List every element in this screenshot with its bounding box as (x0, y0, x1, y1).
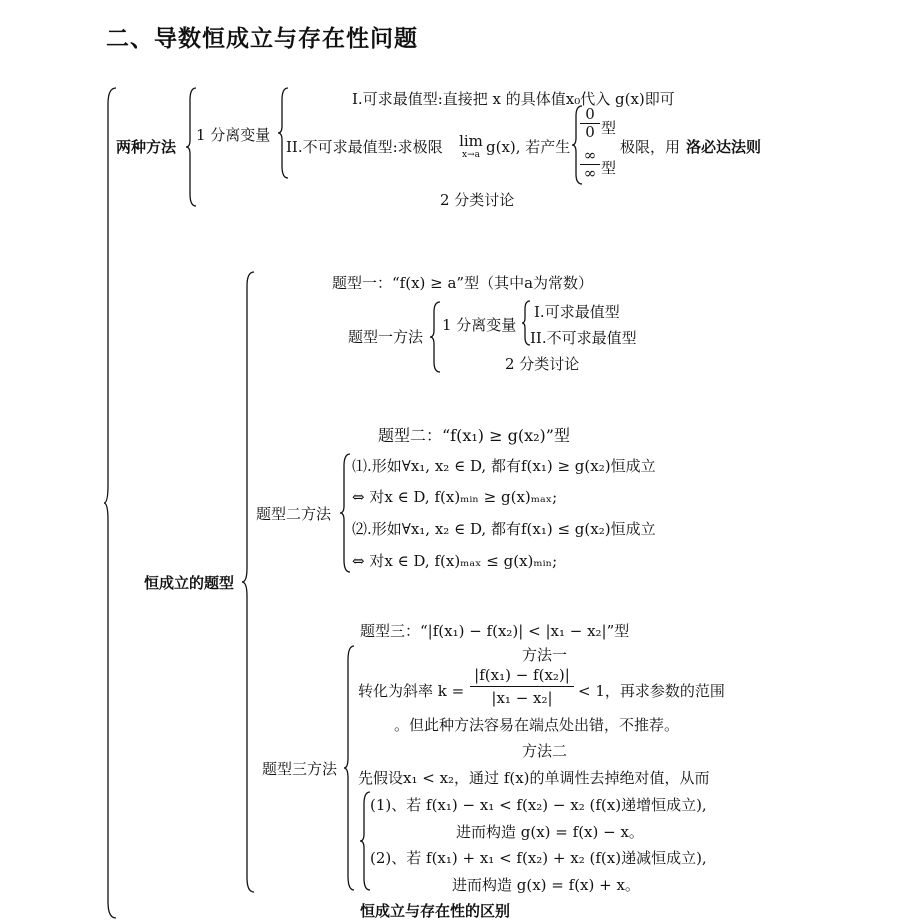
section2-brace (242, 272, 256, 892)
method2-case1: (1)、若 f(x₁) − x₁ < f(x₂) − x₂ (f(x)递增恒成立), (370, 796, 707, 814)
outer-brace (104, 88, 118, 918)
method2-case2: (2)、若 f(x₁) + x₁ < f(x₂) + x₂ (f(x)递减恒成立), (370, 849, 707, 867)
type2-line2: ⇔ 对x ∈ D, f(x)ₘᵢₙ ≥ g(x)ₘₐₓ; (352, 488, 558, 506)
type-label-1: 型 (601, 119, 617, 137)
type3-title: 题型三：“|f(x₁) − f(x₂)| < |x₁ − x₂|”型 (360, 622, 630, 640)
type-label-2: 型 (601, 159, 617, 177)
lhopital-rule: 洛必达法则 (686, 138, 762, 156)
zero-over-zero: $\frac{0}{0}$ (580, 106, 600, 141)
case2-middle: g(x), 若产生 (486, 138, 571, 156)
type1-item2: II.不可求最值型 (530, 329, 637, 347)
method2-case2-construct: 进而构造 g(x) = f(x) + x。 (452, 876, 640, 894)
type3-method1-title: 方法一 (522, 646, 568, 664)
type1-sub1: 1 分离变量 (442, 316, 517, 334)
type3-method-label: 题型三方法 (262, 760, 338, 778)
type1-item1: I.可求最值型 (534, 303, 620, 321)
type2-brace (340, 454, 352, 572)
type2-line4: ⇔ 对x ∈ D, f(x)ₘₐₓ ≤ g(x)ₘᵢₙ; (352, 552, 558, 570)
method1-label: 1 分离变量 (196, 126, 271, 144)
method2-label: 2 分类讨论 (440, 191, 515, 209)
slope-suffix: < 1，再求参数的范围 (578, 682, 725, 700)
limit-operator: lim x→a (459, 132, 483, 160)
case2-prefix: II.不可求最值型:求极限 (286, 138, 443, 156)
slope-prefix: 转化为斜率 k = (358, 682, 465, 700)
always-true-types-label: 恒成立的题型 (144, 574, 235, 592)
page-title: 二、导数恒成立与存在性问题 (106, 26, 418, 52)
method2-intro: 先假设x₁ < x₂，通过 f(x)的单调性去掉绝对值，从而 (358, 769, 710, 787)
type1-brace (430, 302, 442, 372)
type3-method2-title: 方法二 (522, 742, 568, 760)
slope-fraction: $\frac{\text{|f(x₁) − f(x₂)|}}{\text{|x₁ − x₂|}}$ (470, 664, 574, 709)
type1-sub2: 2 分类讨论 (505, 355, 580, 373)
case1-text: I.可求最值型:直接把 x 的具体值x₀代入 g(x)即可 (352, 90, 675, 108)
type2-line1: ⑴.形如∀x₁, x₂ ∈ D, 都有f(x₁) ≥ g(x₂)恒成立 (352, 457, 656, 475)
type2-line3: ⑵.形如∀x₁, x₂ ∈ D, 都有f(x₁) ≤ g(x₂)恒成立 (352, 520, 656, 538)
two-methods-label: 两种方法 (116, 138, 177, 156)
type1-title: 题型一：“f(x) ≥ a”型（其中a为常数） (332, 274, 594, 292)
case2-suffix: 极限，用 (620, 138, 681, 156)
type3-brace (344, 646, 356, 890)
method1-note: 。但此种方法容易在端点处出错，不推荐。 (394, 716, 680, 734)
section1-brace (186, 88, 198, 206)
type1-method-label: 题型一方法 (348, 328, 424, 346)
difference-label: 恒成立与存在性的区别 (360, 902, 511, 920)
inf-over-inf: ∞ ∞ (580, 147, 600, 182)
method1-brace (278, 88, 290, 178)
type2-title: 题型二：“f(x₁) ≥ g(x₂)”型 (378, 426, 570, 445)
type2-method-label: 题型二方法 (256, 505, 332, 523)
method2-case1-construct: 进而构造 g(x) = f(x) − x。 (456, 823, 644, 841)
